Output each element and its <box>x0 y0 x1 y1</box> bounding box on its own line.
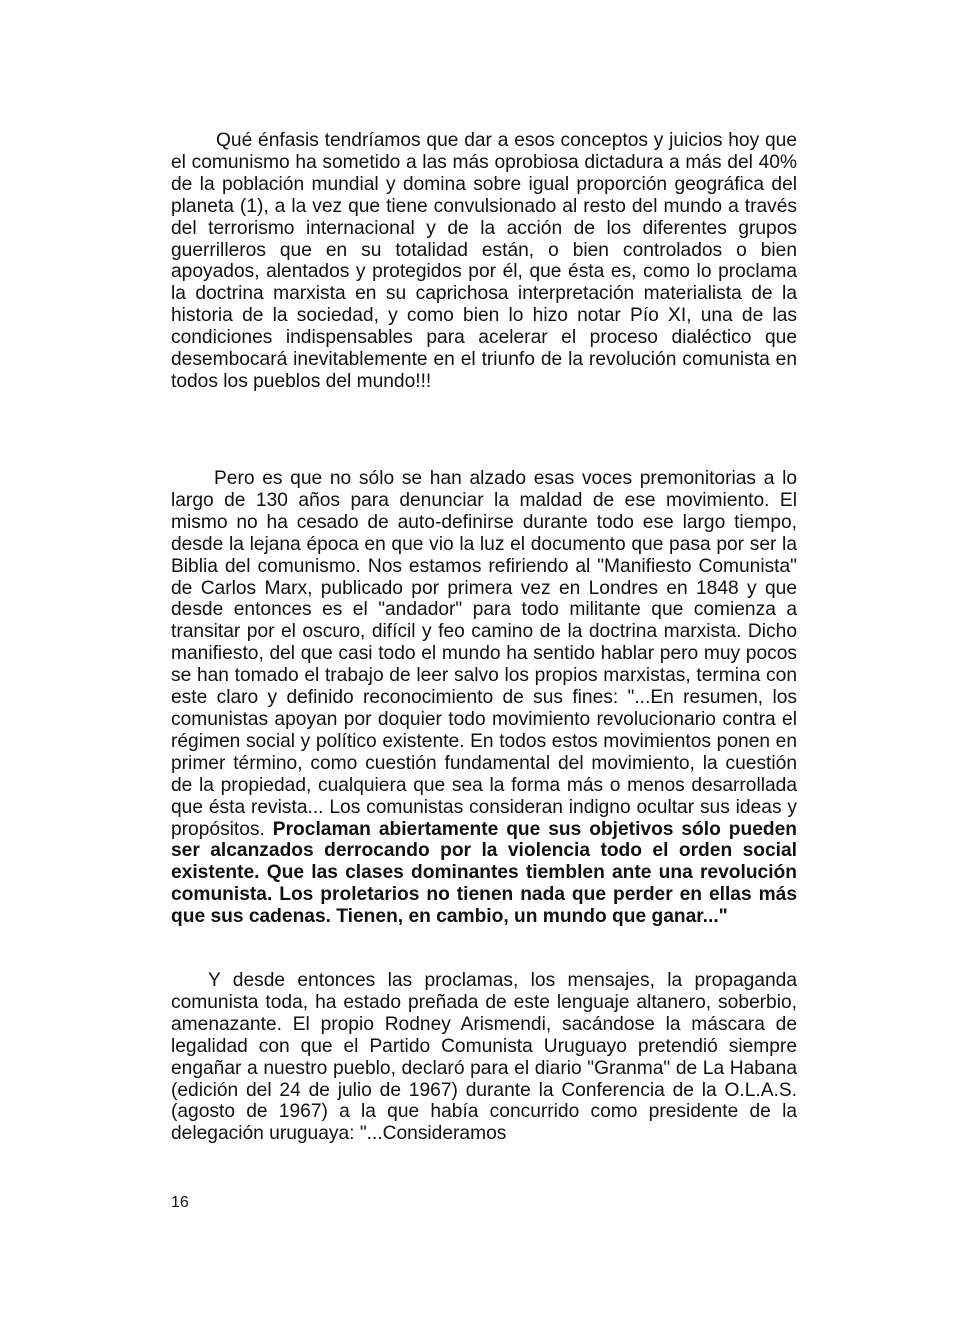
paragraph-2 <box>171 468 797 928</box>
paragraph-3-text: Y desde entonces las proclamas, los mensajes, la propaganda comunista toda, ha estado preñada de este lenguaje altanero, soberbio, amenazante. El propio Rodney Arismendi, sacándose la máscara de legalidad con que el Partido Comunista Uruguayo pretendió siempre engañar a nuestro pueblo, declaró para el diario "Granma" de La Habana (edición del 24 de julio de 1967) durante la Conferencia de la O.L.A.S. (agosto de 1967) a la que había concurrido como presidente de la delegación uruguaya: "...Consideramos <box>171 970 797 1145</box>
page-number: 16 <box>171 1194 189 1211</box>
paragraph-2-bold-quote: Proclaman abiertamente que sus objetivos sólo pueden ser alcanzados derrocando por la violencia todo el orden social existente. Que las clases dominantes tiemblen ante una revolución comunista. Los proletarios no tienen nada que perder en ellas más que sus cadenas. Tienen, en cambio, un mundo que ganar..." <box>171 818 797 928</box>
paragraph-1-text: Qué énfasis tendríamos que dar a esos conceptos y juicios hoy que el comunismo ha sometido a las más oprobiosa dictadura a más del 40% de la población mundial y domina sobre igual proporción geográfica del planeta (1), a la vez que tiene convulsionado al resto del mundo a través del terrorismo internacional y de la acción de los diferentes grupos guerrilleros que en su totalidad están, o bien controlados o bien apoyados, alentados y protegidos por él, que ésta es, como lo proclama la doctrina marxista en su caprichosa interpretación materialista de la historia de la sociedad, y como bien lo hizo notar Pío XI, una de las condiciones indispensables para acelerar el proceso dialéctico que desembocará inevitablemente en el triunfo de la revolución comunista en todos los pueblos del mundo!!! <box>171 130 797 392</box>
paragraph-2-text: Pero es que no sólo se han alzado esas voces premonitorias a lo largo de 130 años para denunciar la maldad de ese movimiento. El mismo no ha cesado de auto-definirse durante todo ese largo tiempo, desde la lejana época en que vio la luz el documento que pasa por ser la Biblia del comunismo. Nos estamos refiriendo al "Manifiesto Comunista" de Carlos Marx, publicado por primera vez en Londres en 1848 y que desde entonces es el "andador" para todo militante que comienza a transitar por el oscuro, difícil y feo camino de la doctrina marxista. Dicho manifiesto, del que casi todo el mundo ha sentido hablar pero muy pocos se han tomado el trabajo de leer salvo los propios marxistas, termina con este claro y definido reconocimiento de sus fines: "...En resumen, los comunistas apoyan por doquier todo movimiento revolucionario contra el régimen social y político existente. En todos estos movimientos ponen en primer término, como cuestión fundamental del movimiento, la cuestión de la propiedad, cualquiera que sea la forma más o menos desarrollada que ésta revista... Los comunistas consideran indigno ocultar sus ideas y propósitos. <box>171 468 797 840</box>
paragraph-3 <box>171 970 797 1145</box>
paragraph-1 <box>171 130 797 393</box>
